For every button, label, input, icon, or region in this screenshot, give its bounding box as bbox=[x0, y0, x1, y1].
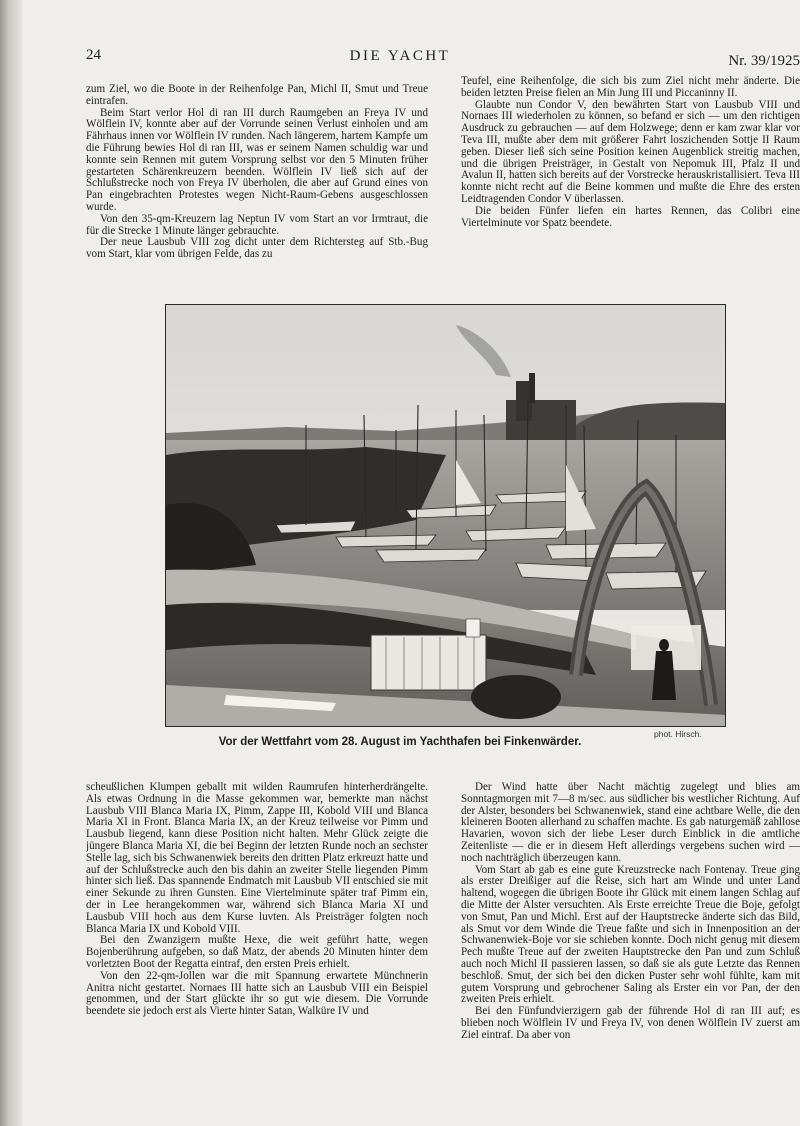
article-column-bottom-left bbox=[86, 782, 428, 1082]
paragraph: Vom Start ab gab es eine gute Kreuzstrecke nach Fontenay. Treue ging als erster Dreißiger auf die Reise, sich hart am Winde und unter Land haltend, wogegen die übrigen Boote ihr Glück mit einem langen Schlag auf die Mitte der Alster versuchten. Als Erste erreichte Treue die Boje, gefolgt von Smut, Pan und Michl. Erst auf der Hauptstrecke änderte sich das Bild, als Smut vor dem Winde die Treue faßte und sich in Innenposition an der Schwanenwiek-Boje vor sie schieben konnte. Doch nicht genug mit diesem Pech mußte Treue auf der zweiten Hauptstrecke den Pan und zum Schluß auch noch Michl II passieren lassen, so daß sie als gute Letzte das Rennen beschloß. Smut, der sich bei den dicken Puster sehr wohl fühlte, kam mit gutem Vorsprung und gebrochener Saling als Erster ein vor Pan, der den zweiten Preis erhielt. bbox=[461, 863, 800, 1006]
paragraph: scheußlichen Klumpen geballt mit wilden Raumrufen hinterherdrängelte. Als etwas Ordnung in die Masse gekommen war, bemerkte man nächst Lausbub VIII Blanca Maria IX, Pimm, Zappe III, Kobold VIII und Blanca Maria XI in Front. Blanca Maria IX, an der Kreuz teilweise vor Pimm und Lausbub liegend, kann diese Position nicht halten. Mehr Glück zeigte die jüngere Blanca Maria XI, die bei Beginn der letzten Runde noch an sechster Stelle lag, sich bis Schwanenwiek bereits den dritten Platz erkreuzt hatte und auf der Schlußstrecke auch den bis dahin an zweiter Stelle liegenden Pimm hinter sich ließ. Das spannende Endmatch mit Lausbub VII entschied sie mit einer Sekunde zu ihren Gunsten. Eine Viertelminute später traf Pimm ein, der in Lee herangekommen war, während sich Blanca Maria XI und Lausbub VIII hoch aus dem Kurse luvten. Als Preisträger folgten noch Blanca Maria IX und Kobold VIII. bbox=[86, 782, 428, 935]
paragraph: Bei den Zwanzigern mußte Hexe, die weit geführt hatte, wegen Bojenberührung aufgeben, so daß Matz, der abends 20 Minuten hinter dem vorletzten Boot der Regatta eintraf, den ersten Preis erhielt. bbox=[86, 934, 428, 970]
issue-number: Nr. 39/1925 bbox=[728, 53, 800, 69]
paragraph: Beim Start verlor Hol di ran III durch Raumgeben an Freya IV und Wölflein IV, konnte aber auf der Vorrunde seinen Verlust einholen und am Fährhaus innen vor Wölflein IV runden. Nach längerem, hartem Kampfe um die Führung bewies Hol di ran III, was er seinem Namen schuldig war und konnte sein Rennen mit gutem Vorsprung selbst vor den 5 Minuten früher gestarteten Schärenkreuzern beenden. Wölflein IV ließ sich auf der Schlußstrecke noch von Freya IV überholen, die aber auf Grund eines von Pan eingebrachten Protestes wegen Nicht-Raum-Gebens ausgeschlossen wurde. bbox=[86, 106, 428, 213]
paragraph: Die beiden Fünfer liefen ein hartes Rennen, das Colibri eine Viertelminute vor Spatz beendete. bbox=[461, 204, 800, 229]
article-column-top-right bbox=[461, 76, 800, 280]
page-number: 24 bbox=[86, 47, 101, 63]
magazine-title: DIE YACHT bbox=[349, 48, 451, 64]
paragraph: Von den 22-qm-Jollen war die mit Spannung erwartete Münchnerin Anitra nicht gestartet. Nornaes III hatte sich an Lausbub VIII ein Beispiel genommen, und der Start glückte ihr so gut wie diesem. Die Vorrunde beendete sie jedoch erst als Vierte hinter Satan, Walküre IV und bbox=[86, 969, 428, 1018]
paragraph: Der Wind hatte über Nacht mächtig zugelegt und blies am Sonntagmorgen mit 7—8 m/sec. aus südlicher bis westlicher Richtung. Auf der Alster, besonders bei Schwanenwiek, stand eine achtbare Welle, die den kleineren Booten allerhand zu schaffen machte. Es gab naturgemäß zahllose Havarien, wovon sich der liebe Leser durch Einblick in die amtliche Zeitenliste — die er in diesem Heft allerdings vergebens suchen wird — noch nachträglich überzeugen kann. bbox=[461, 782, 800, 864]
paragraph: Teufel, eine Reihenfolge, die sich bis zum Ziel nicht mehr änderte. Die beiden letzten Preise fielen an Min Jung III und Piccaninny II. bbox=[461, 76, 800, 99]
harbor-photo-illustration bbox=[166, 305, 726, 727]
page-binding-edge bbox=[0, 0, 22, 1126]
paragraph: zum Ziel, wo die Boote in der Reihenfolge Pan, Michl II, Smut und Treue eintrafen. bbox=[86, 84, 428, 107]
article-column-bottom-right bbox=[461, 782, 800, 1082]
paragraph: Von den 35-qm-Kreuzern lag Neptun IV vom Start an vor Irmtraut, die für die Strecke 1 Minute länger gebrauchte. bbox=[86, 212, 428, 237]
photo-credit: phot. Hirsch. bbox=[654, 729, 702, 739]
paragraph: Bei den Fünfundvierzigern gab der führende Hol di ran III auf; es blieben noch Wölflein IV und Freya IV, von denen Wölflein IV zuerst am Ziel eintraf. Da aber von bbox=[461, 1005, 800, 1041]
article-column-top-left bbox=[86, 84, 428, 280]
photo-caption: Vor der Wettfahrt vom 28. August im Yachthafen bei Finkenwärder. bbox=[218, 736, 582, 748]
harbor-photograph bbox=[165, 304, 726, 727]
paragraph: Der neue Lausbub VIII zog dicht unter dem Richtersteg auf Stb.-Bug vom Start, klar vom übrigen Felde, das zu bbox=[86, 236, 428, 261]
paragraph: Glaubte nun Condor V, den bewährten Start von Lausbub VIII und Nornaes III wiederholen zu können, so befand er sich — um den richtigen Ausdruck zu gebrauchen — auf dem Holzwege; denn er kam zwar klar vor Teva III, mußte aber dem mit größerer Fahrt loszichenden Sottje II Raum geben. Dieser ließ sich seine Position keinen Augenblick streitig machen, und die übrigen Preisträger, in Gestalt von Nepomuk III, Pfalz II und Avalun II, hatten sich bereits auf der Vorstrecke herauskristallisiert. Teva III konnte nicht recht auf die Beine kommen und mußte die Ehre des ersten Leidtragenden Condor V überlassen. bbox=[461, 98, 800, 205]
